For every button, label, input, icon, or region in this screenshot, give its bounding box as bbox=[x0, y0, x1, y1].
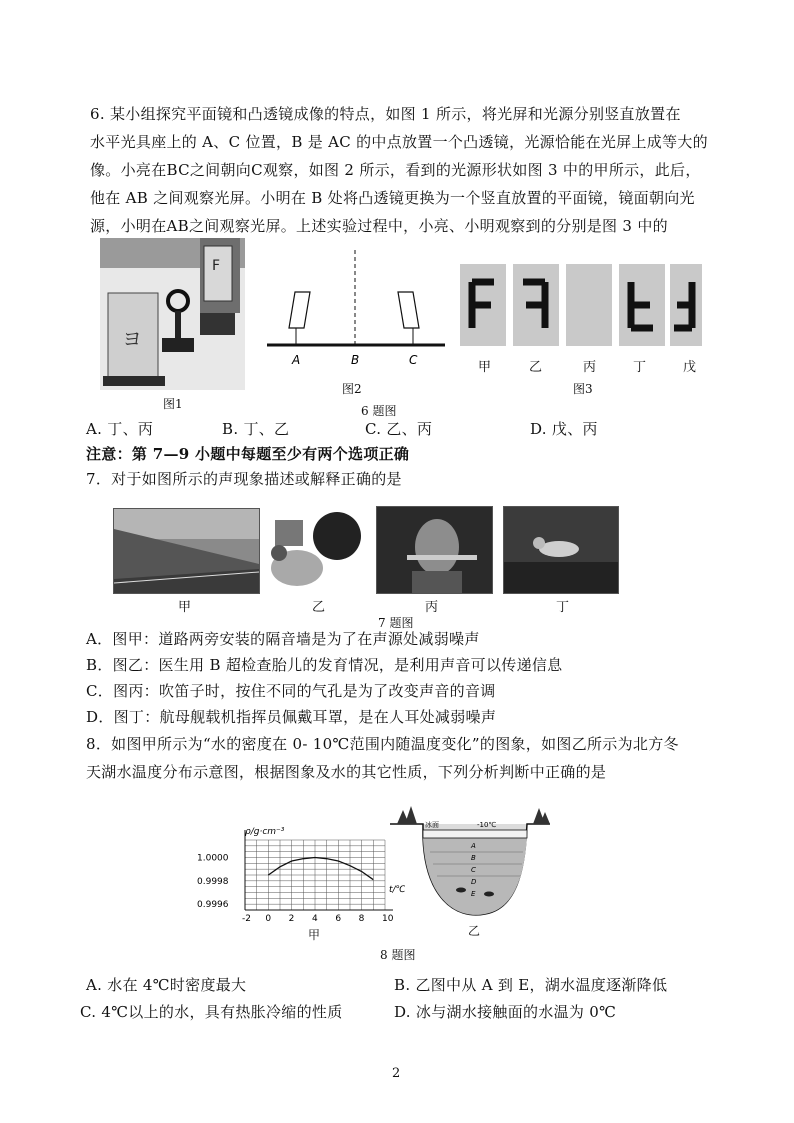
q7-stem: 7．对于如图所示的声现象描述或解释正确的是 bbox=[86, 470, 402, 488]
lake-ice-label: 冰面 bbox=[425, 821, 439, 829]
x-tick-label: -2 bbox=[242, 914, 251, 924]
lake-temperature-diagram bbox=[385, 802, 555, 922]
fig2-label-a: A bbox=[292, 353, 301, 367]
lake-layer-b: B bbox=[471, 854, 476, 862]
svg-text:F: F bbox=[212, 258, 221, 274]
lake-layer-a: A bbox=[471, 842, 476, 850]
density-graph bbox=[195, 820, 405, 930]
q8-option-b: B. 乙图中从 A 到 E，湖水温度逐渐降低 bbox=[394, 976, 668, 994]
y-tick-label: 1.0000 bbox=[197, 853, 229, 864]
fig3-label-ding: 丁 bbox=[633, 360, 647, 375]
q8-line-2: 天湖水温度分布示意图，根据图象及水的其它性质，下列分析判断中正确的是 bbox=[86, 763, 607, 781]
multiple-choice-note: 注意：第 7—9 小题中每题至少有两个选项正确 bbox=[86, 445, 410, 463]
fig2-label-b: B bbox=[351, 353, 360, 367]
q6-line-1: 6. 某小组探究平面镜和凸透镜成像的特点，如图 1 所示，将光屏和光源分别竖直放置在 bbox=[90, 105, 681, 123]
lake-layer-d: D bbox=[471, 878, 477, 886]
svg-text:ヨ: ヨ bbox=[122, 327, 142, 351]
q7-option-c: C．图丙：吹笛子时，按住不同的气孔是为了改变声音的音调 bbox=[86, 682, 496, 700]
q6-line-3: 像。小亮在BC之间朝向C观察，如图 2 所示，看到的光源形状如图 3 中的甲所示，此后， bbox=[90, 161, 701, 179]
q6-line-5: 源，小明在AB之间观察光屏。上述实验过程中，小亮、小明观察到的分别是图 3 中的 bbox=[90, 217, 668, 235]
graph-y-axis-label: ρ/g·cm⁻³ bbox=[245, 827, 285, 837]
q7-photo-ding-carrier bbox=[503, 506, 619, 594]
q8-option-a: A. 水在 4℃时密度最大 bbox=[86, 976, 247, 994]
x-tick-label: 6 bbox=[335, 914, 342, 924]
q6-option-b: B. 丁、乙 bbox=[222, 420, 290, 438]
fig3-label-jia: 甲 bbox=[478, 360, 492, 375]
q6-figure-group-caption: 6 题图 bbox=[361, 404, 397, 418]
figure-1-caption: 图1 bbox=[163, 397, 183, 411]
lake-layer-e: E bbox=[471, 890, 476, 898]
lake-label-yi: 乙 bbox=[468, 924, 481, 938]
q8-line-1: 8．如图甲所示为“水的密度在 0- 10℃范围内随温度变化”的图象，如图乙所示为北方冬 bbox=[86, 735, 679, 753]
figure-1-photo bbox=[100, 238, 245, 390]
fig3-label-bing: 丙 bbox=[583, 360, 597, 375]
q6-option-a: A. 丁、丙 bbox=[86, 420, 154, 438]
q7-option-b: B．图乙：医生用 B 超检查胎儿的发育情况，是利用声音可以传递信息 bbox=[86, 656, 563, 674]
q6-line-4: 他在 AB 之间观察光屏。小明在 B 处将凸透镜更换为一个竖直放置的平面镜，镜面朝向光 bbox=[90, 189, 695, 207]
q7-photo-bing-flute bbox=[376, 506, 493, 594]
q7-photo-yi-ultrasound bbox=[267, 508, 367, 592]
figure-3-caption: 图3 bbox=[573, 382, 593, 396]
x-tick-label: 2 bbox=[288, 914, 295, 924]
q6-option-d: D. 戊、丙 bbox=[530, 420, 598, 438]
q7-label-jia: 甲 bbox=[178, 600, 192, 615]
fig2-label-c: C bbox=[409, 353, 418, 367]
x-tick-label: 4 bbox=[312, 914, 318, 924]
y-tick-label: 0.9996 bbox=[197, 900, 229, 911]
graph-label-jia: 甲 bbox=[308, 928, 321, 942]
q8-figure-caption: 8 题图 bbox=[380, 948, 416, 962]
q8-option-c: C. 4℃以上的水，具有热胀冷缩的性质 bbox=[80, 1003, 343, 1021]
lake-air-temp: -10℃ bbox=[477, 821, 497, 829]
x-tick-label: 10 bbox=[382, 914, 394, 924]
x-tick-label: 8 bbox=[358, 914, 365, 924]
lake-layer-c: C bbox=[471, 866, 476, 874]
figure-2-caption: 图2 bbox=[342, 382, 362, 396]
q6-line-2: 水平光具座上的 A、C 位置，B 是 AC 的中点放置一个凸透镜，光源恰能在光屏上成等大的 bbox=[90, 133, 708, 151]
q7-photo-jia-noise-barrier bbox=[113, 508, 260, 594]
q7-label-yi: 乙 bbox=[312, 600, 326, 615]
q7-figure-caption: 7 题图 bbox=[378, 616, 414, 630]
fig3-label-yi: 乙 bbox=[529, 360, 543, 375]
q7-label-bing: 丙 bbox=[425, 600, 439, 615]
q7-option-a: A．图甲：道路两旁安装的隔音墙是为了在声源处减弱噪声 bbox=[86, 630, 480, 648]
figure-2-diagram bbox=[262, 240, 452, 380]
q6-option-c: C. 乙、丙 bbox=[365, 420, 433, 438]
q7-option-d: D．图丁：航母舰载机指挥员佩戴耳罩，是在人耳处减弱噪声 bbox=[86, 708, 497, 726]
page-number: 2 bbox=[392, 1066, 401, 1081]
y-tick-label: 0.9998 bbox=[197, 876, 229, 887]
x-tick-label: 0 bbox=[265, 914, 272, 924]
graph-x-axis-label: t/℃ bbox=[389, 885, 405, 895]
fig3-label-wu: 戊 bbox=[683, 360, 697, 375]
q8-option-d: D. 冰与湖水接触面的水温为 0℃ bbox=[394, 1003, 617, 1021]
figure-3-shapes bbox=[458, 262, 704, 352]
density-curve bbox=[268, 858, 373, 880]
q7-label-ding: 丁 bbox=[556, 600, 570, 615]
